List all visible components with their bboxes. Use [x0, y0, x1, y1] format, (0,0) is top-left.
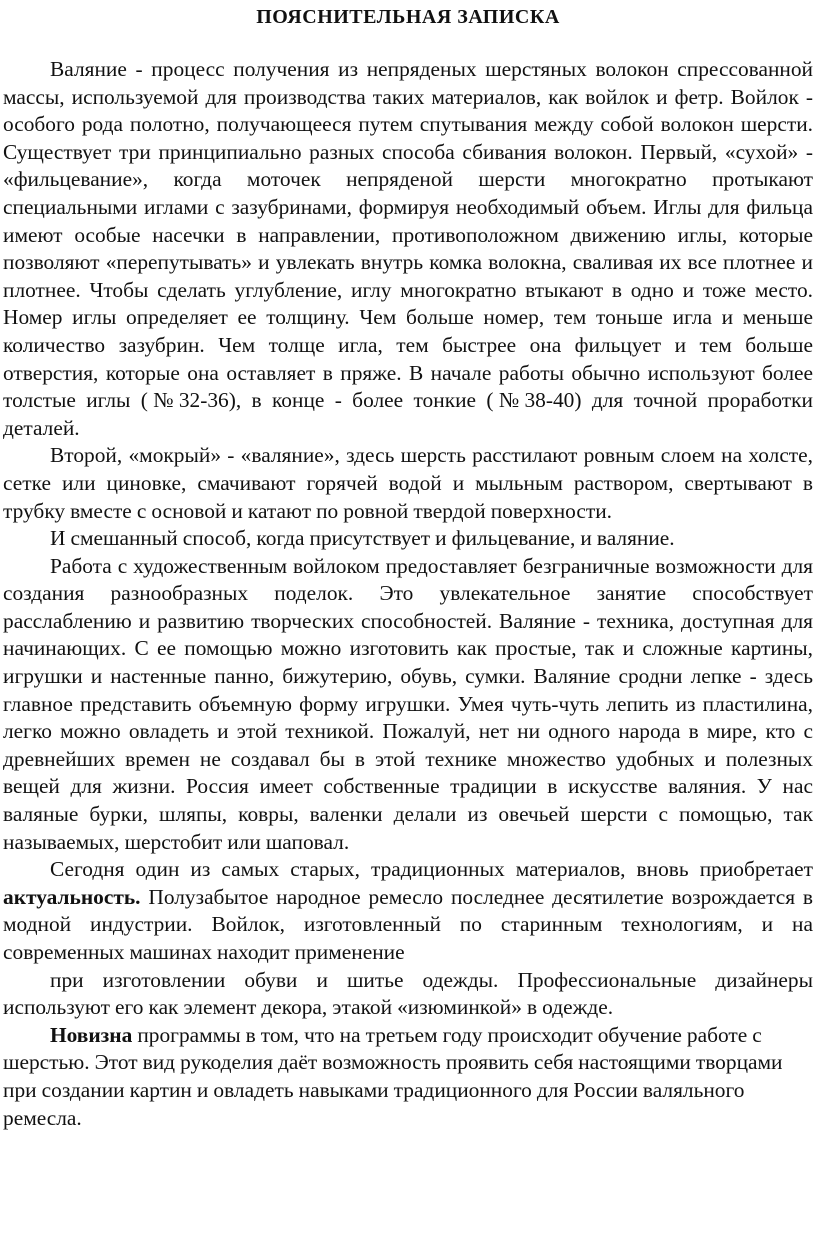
paragraph-mixed-method: И смешанный способ, когда присутствует и фильцевание, и валяние.: [50, 526, 675, 551]
paragraph-felting-definition: Валяние - процесс получения из непряденых шерстяных волокон спрессованной массы, используемой для производства таких материалов, как войлок и фетр. Войлок - особого рода полотно, получающееся путем спутывания между собой волокон шерсти. Существует три принципиально разных способа сбивания волокон. Первый, «сухой» - «фильцевание», когда моточек непряденой шерсти многократно протыкают специальными иглами с зазубринами, формируя необходимый объем. Иглы для фильца имеют особые насечки в направлении, противоположном движению иглы, которые позволяют «перепутывать» и увлекать внутрь комка волокна, сваливая их все плотнее и плотнее. Чтобы сделать углубление, иглу многократно втыкают в одно и тоже место. Номер иглы определяет ее толщину. Чем больше номер, тем тоньше игла и меньше количество зазубрин. Чем толще игла, тем быстрее она фильцует и тем больше отверстия, которые она оставляет в пряже. В начале работы обычно используют более толстые иглы (№32-36), в конце - более тонкие (№38-40) для точной проработки деталей.: [3, 57, 813, 440]
paragraph-relevance: [3, 856, 813, 966]
novelty-text: программы в том, что на третьем году происходит обучение работе с шерстью. Этот вид рукоделия даёт возможность проявить себя настоящими творцами при создании картин и овладеть навыками традиционного для России валяльного ремесла.: [3, 1022, 783, 1130]
relevance-text-after: Полузабытое народное ремесло последнее десятилетие возрождается в модной индустрии. Войлок, изготовленный по старинным технологиям, и на современных машинах находит применение: [3, 884, 813, 964]
relevance-keyword: актуальность.: [3, 884, 141, 909]
paragraph-art-felt-work: Работа с художественным войлоком предоставляет безграничные возможности для создания разнообразных поделок. Это увлекательное занятие способствует расслаблению и развитию творческих способностей. Валяние - техника, доступная для начинающих. С ее помощью можно изготовить как простые, так и сложные картины, игрушки и настенные панно, бижутерию, обувь, сумки. Валяние сродни лепке - здесь главное представить объемную форму игрушки. Умея чуть-чуть лепить из пластилина, легко можно овладеть и этой техникой. Пожалуй, нет ни одного народа в мире, кто с древнейших времен не создавал бы в этой технике множество удобных и полезных вещей для жизни. Россия имеет собственные традиции в искусстве валяния. У нас валяные бурки, шляпы, ковры, валенки делали из овечьей шерсти с помощью, так называемых, шерстобит или шаповал.: [3, 553, 813, 854]
relevance-text-before: Сегодня один из самых старых, традиционных материалов, вновь приобретает: [50, 857, 813, 882]
page-title: ПОЯСНИТЕЛЬНАЯ ЗАПИСКА: [256, 6, 560, 28]
paragraph-usage: при изготовлении обуви и шитье одежды. Профессиональные дизайнеры используют его как элемент декора, этакой «изюминкой» в одежде.: [3, 967, 813, 1020]
paragraph-novelty: [3, 1022, 813, 1132]
paragraph-wet-felting: Второй, «мокрый» - «валяние», здесь шерсть расстилают ровным слоем на холсте, сетке или циновке, смачивают горячей водой и мыльным раствором, свертывают в трубку вместе с основой и катают по ровной твердой поверхности.: [3, 443, 813, 523]
novelty-keyword: Новизна: [50, 1022, 133, 1047]
